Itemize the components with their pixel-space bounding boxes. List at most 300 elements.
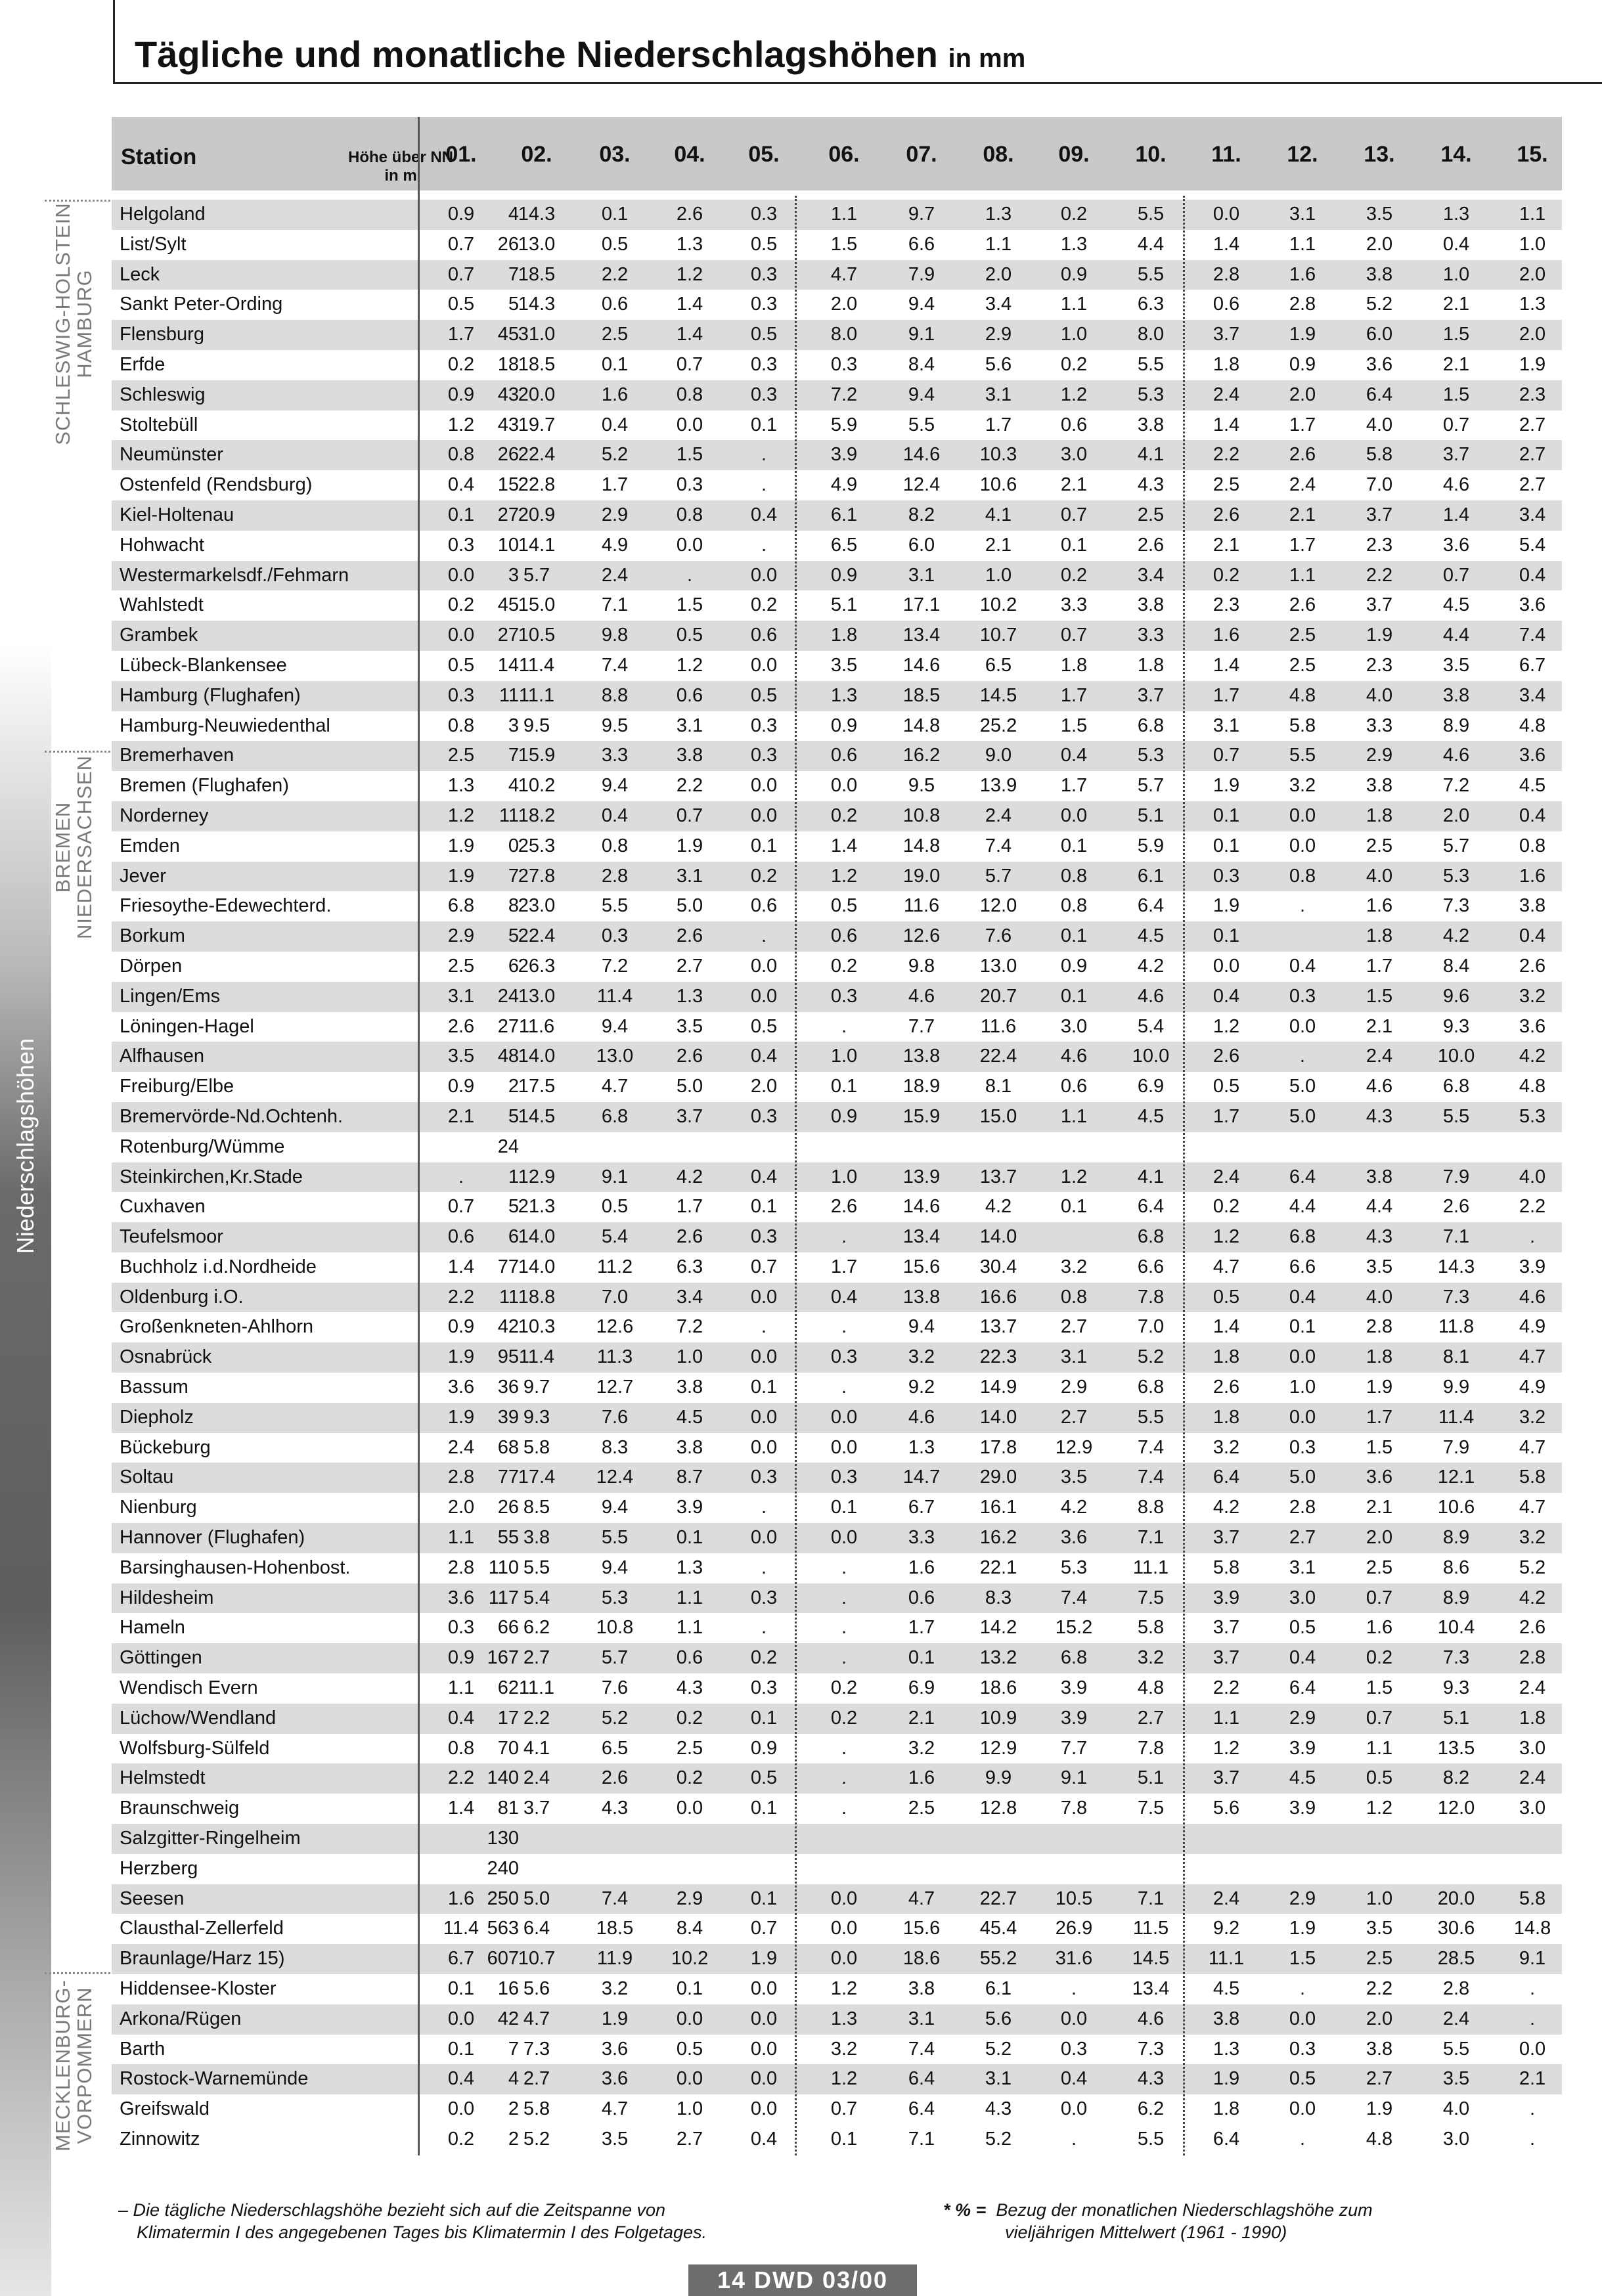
precip-value: 5.2 bbox=[523, 2129, 550, 2150]
precip-value: 2.7 bbox=[1519, 444, 1546, 466]
precip-value: 11.4 bbox=[518, 1346, 555, 1368]
precip-value: 0.4 bbox=[1519, 925, 1546, 947]
precip-value: 21.3 bbox=[518, 1196, 556, 1218]
station-name: Grambek bbox=[120, 625, 198, 646]
precip-value: 0.3 bbox=[447, 684, 475, 706]
precip-value: 7.4 bbox=[985, 835, 1012, 856]
station-elevation: 2 bbox=[508, 1076, 519, 1097]
precip-value: 1.9 bbox=[1289, 1918, 1316, 1939]
precip-value: 0.0 bbox=[1289, 1406, 1316, 1428]
precip-value: 3.7 bbox=[1442, 444, 1470, 466]
station-name: Alfhausen bbox=[120, 1046, 204, 1067]
header-day: 05. bbox=[748, 142, 780, 167]
precip-value: 28.5 bbox=[1437, 1948, 1475, 1970]
station-name: Herzberg bbox=[120, 1857, 198, 1879]
precip-value: 0.1 bbox=[1213, 805, 1240, 826]
precip-value: 1.5 bbox=[676, 444, 703, 466]
precip-value: 1.2 bbox=[830, 2068, 858, 2090]
precip-value: 0.0 bbox=[1289, 1015, 1316, 1037]
precip-value: 0.9 bbox=[1060, 263, 1088, 285]
precip-value: 2.4 bbox=[1289, 474, 1316, 496]
precip-value: 11.8 bbox=[1438, 1316, 1475, 1338]
precip-value: 8.2 bbox=[1442, 1767, 1470, 1789]
station-elevation: 24 bbox=[497, 985, 519, 1007]
station-name: Diepholz bbox=[120, 1406, 194, 1428]
precip-value: 0.3 bbox=[1289, 985, 1316, 1007]
precip-value: 0.4 bbox=[750, 2129, 778, 2150]
table-row bbox=[112, 380, 1562, 410]
precip-value: 0.4 bbox=[1060, 745, 1088, 766]
precip-value: 7.9 bbox=[1442, 1166, 1470, 1187]
station-elevation: 117 bbox=[488, 1587, 519, 1608]
station-elevation: 3 bbox=[508, 715, 519, 736]
precip-value: 1.9 bbox=[447, 835, 475, 856]
precip-value: 30.4 bbox=[979, 1256, 1017, 1277]
table-row bbox=[112, 1794, 1562, 1824]
precip-value: . bbox=[841, 1647, 847, 1669]
precip-value: 1.7 bbox=[601, 474, 629, 496]
precip-value: 14.3 bbox=[518, 204, 556, 225]
precip-value: 8.8 bbox=[1137, 1497, 1165, 1518]
table-row bbox=[112, 1102, 1562, 1132]
precip-value: 0.0 bbox=[750, 2008, 778, 2029]
precip-value: 0.5 bbox=[676, 2038, 703, 2060]
precip-value: 1.4 bbox=[1213, 654, 1240, 676]
precip-value: 3.8 bbox=[908, 1978, 935, 2000]
precip-value: 1.3 bbox=[985, 204, 1012, 225]
precip-value: 10.7 bbox=[979, 625, 1017, 646]
precip-value: 11.5 bbox=[1132, 1918, 1169, 1939]
precip-value: 3.2 bbox=[1289, 775, 1316, 797]
precip-value: 0.1 bbox=[750, 414, 778, 435]
precip-value: 1.0 bbox=[676, 2098, 703, 2120]
table-row bbox=[112, 1613, 1562, 1643]
precip-value: 1.4 bbox=[1213, 414, 1240, 435]
precip-value: 0.3 bbox=[601, 925, 629, 947]
precip-value: 0.0 bbox=[750, 1406, 778, 1428]
precip-value: . bbox=[1299, 1978, 1306, 2000]
precip-value: 2.3 bbox=[1213, 594, 1240, 616]
station-elevation: 43 bbox=[497, 414, 519, 435]
precip-value: 0.2 bbox=[750, 865, 778, 887]
precip-value: 4.0 bbox=[1366, 684, 1393, 706]
precip-value: 8.0 bbox=[830, 324, 858, 345]
precip-value: 3.0 bbox=[1442, 2129, 1470, 2150]
precip-value: 0.6 bbox=[676, 684, 703, 706]
precip-value: 0.0 bbox=[447, 625, 475, 646]
precip-value: 4.0 bbox=[1366, 414, 1393, 435]
precip-value: 14.8 bbox=[902, 715, 941, 736]
precip-value: 4.5 bbox=[1442, 594, 1470, 616]
station-name: Göttingen bbox=[120, 1647, 202, 1669]
station-elevation: 43 bbox=[497, 384, 519, 405]
table-row bbox=[112, 320, 1562, 350]
precip-value: 4.7 bbox=[1213, 1256, 1240, 1277]
precip-value: 1.6 bbox=[908, 1767, 935, 1789]
precip-value: 14.8 bbox=[902, 835, 941, 856]
station-elevation: 140 bbox=[487, 1767, 519, 1789]
precip-value: 5.3 bbox=[1442, 865, 1470, 887]
station-name: Hamburg-Neuwiedenthal bbox=[120, 715, 330, 736]
precip-value: 2.0 bbox=[1519, 263, 1546, 285]
precip-value: 4.9 bbox=[1519, 1316, 1546, 1338]
table-header bbox=[112, 117, 1562, 190]
precip-value: 12.0 bbox=[979, 895, 1017, 917]
precip-value: 0.5 bbox=[750, 324, 778, 345]
precip-value: 0.0 bbox=[750, 2038, 778, 2060]
precip-value: 2.8 bbox=[601, 865, 629, 887]
precip-value: 7.2 bbox=[601, 955, 629, 977]
precip-value: 2.1 bbox=[985, 534, 1012, 556]
precip-value: 0.1 bbox=[601, 204, 629, 225]
precip-value: 8.8 bbox=[601, 684, 629, 706]
precip-value: 0.8 bbox=[1519, 835, 1546, 856]
precip-value: 1.5 bbox=[676, 594, 703, 616]
precip-value: 3.6 bbox=[601, 2068, 629, 2090]
precip-value: 6.7 bbox=[1519, 654, 1546, 676]
station-name: Wolfsburg-Sülfeld bbox=[120, 1737, 270, 1759]
footnote-daily: – Die tägliche Niederschlagshöhe bezieht sich auf die Zeitspanne von Klimatermin I des angegebenen Tages bis Klimatermin I des Folgetages. bbox=[118, 2200, 707, 2242]
precip-value: 0.2 bbox=[830, 805, 858, 826]
precip-value: 1.1 bbox=[830, 204, 858, 225]
precip-value: 9.4 bbox=[601, 1556, 629, 1578]
precip-value: 2.4 bbox=[1442, 2008, 1470, 2029]
precip-value: 0.6 bbox=[676, 1647, 703, 1669]
table-row bbox=[112, 1162, 1562, 1193]
precip-value: 1.8 bbox=[1213, 1346, 1240, 1368]
table-row bbox=[112, 1433, 1562, 1463]
precip-value: 11.4 bbox=[518, 654, 555, 676]
precip-value: 0.8 bbox=[1060, 895, 1088, 917]
precip-value: 1.5 bbox=[1366, 1677, 1393, 1699]
precip-value: 7.7 bbox=[908, 1015, 935, 1037]
precip-value: 0.1 bbox=[1060, 925, 1088, 947]
precip-value: 5.5 bbox=[601, 895, 629, 917]
precip-value: 7.8 bbox=[1137, 1286, 1165, 1308]
precip-value: 2.7 bbox=[523, 2068, 550, 2090]
precip-value: 4.2 bbox=[1442, 925, 1470, 947]
station-name: Nienburg bbox=[120, 1497, 197, 1518]
precip-value: 1.3 bbox=[447, 775, 475, 797]
precip-value: 0.7 bbox=[1442, 564, 1470, 586]
precip-value: 20.0 bbox=[1437, 1888, 1475, 1909]
station-name: Steinkirchen,Kr.Stade bbox=[120, 1166, 303, 1187]
precip-value: 4.6 bbox=[1060, 1046, 1088, 1067]
precip-value: 5.5 bbox=[1442, 1105, 1470, 1127]
precip-value: 3.4 bbox=[985, 294, 1012, 315]
precip-value: 2.2 bbox=[1366, 564, 1393, 586]
precip-value: 7.2 bbox=[1442, 775, 1470, 797]
precip-value: 6.4 bbox=[908, 2098, 935, 2120]
station-name: Helgoland bbox=[120, 204, 206, 225]
precip-value: 3.1 bbox=[985, 384, 1012, 405]
precip-value: 13.2 bbox=[979, 1647, 1017, 1669]
precip-value: 3.2 bbox=[908, 1737, 935, 1759]
precip-value: 0.5 bbox=[601, 233, 629, 255]
precip-value: 14.5 bbox=[1132, 1948, 1170, 1970]
table-row bbox=[112, 1222, 1562, 1252]
precip-value: 2.9 bbox=[985, 324, 1012, 345]
precip-value: 0.4 bbox=[1519, 564, 1546, 586]
station-name: Cuxhaven bbox=[120, 1196, 206, 1218]
precip-value: 6.8 bbox=[601, 1105, 629, 1127]
precip-value: 14.3 bbox=[1437, 1256, 1475, 1277]
region-label-mecklenburg: MECKLENBURG- VORPOMMERN bbox=[51, 1979, 96, 2152]
precip-value: 6.4 bbox=[1289, 1166, 1316, 1187]
table-row bbox=[112, 1042, 1562, 1072]
precip-value: 1.8 bbox=[1213, 1406, 1240, 1428]
precip-value: 1.1 bbox=[1060, 294, 1088, 315]
precip-value: 0.8 bbox=[676, 384, 703, 405]
precip-value: 14.0 bbox=[979, 1406, 1017, 1428]
precip-value: 1.7 bbox=[676, 1196, 703, 1218]
precip-value: 4.4 bbox=[1366, 1196, 1393, 1218]
precip-value: 0.1 bbox=[750, 1798, 778, 1819]
station-elevation: 110 bbox=[488, 1556, 519, 1578]
precip-value: 2.5 bbox=[601, 324, 629, 345]
station-name: Zinnowitz bbox=[120, 2129, 200, 2150]
precip-value: 7.9 bbox=[908, 263, 935, 285]
precip-value: 0.0 bbox=[750, 1436, 778, 1458]
station-name: Lüchow/Wendland bbox=[120, 1707, 277, 1729]
precip-value: 8.1 bbox=[985, 1076, 1012, 1097]
precip-value: 3.0 bbox=[1060, 444, 1088, 466]
precip-value: 3.4 bbox=[1137, 564, 1165, 586]
precip-value: 2.4 bbox=[1519, 1677, 1546, 1699]
precip-value: 4.8 bbox=[1519, 1076, 1546, 1097]
precip-value: 0.1 bbox=[1213, 925, 1240, 947]
precip-value: 13.9 bbox=[902, 1166, 941, 1187]
precip-value: 11.2 bbox=[596, 1256, 633, 1277]
station-elevation: 26 bbox=[497, 233, 519, 255]
precip-value: 9.4 bbox=[908, 384, 935, 405]
precip-value: 6.4 bbox=[1137, 1196, 1165, 1218]
precip-value: . bbox=[1529, 1226, 1536, 1248]
precip-value: 0.0 bbox=[830, 1918, 858, 1939]
precip-value: 12.9 bbox=[979, 1737, 1017, 1759]
precip-value: 3.7 bbox=[1137, 684, 1165, 706]
station-elevation: 42 bbox=[497, 2008, 519, 2029]
precip-value: 1.4 bbox=[676, 324, 703, 345]
precip-value: 2.5 bbox=[1289, 625, 1316, 646]
precip-value: 1.1 bbox=[447, 1527, 475, 1549]
precip-value: . bbox=[1071, 2129, 1077, 2150]
precip-value: 3.9 bbox=[1060, 1707, 1088, 1729]
precip-value: 0.3 bbox=[447, 534, 475, 556]
precip-value: 7.1 bbox=[1442, 1226, 1470, 1248]
precip-value: 13.0 bbox=[979, 955, 1017, 977]
station-elevation: 563 bbox=[487, 1918, 519, 1939]
precip-value: 7.6 bbox=[601, 1406, 629, 1428]
precip-value: 18.2 bbox=[518, 805, 556, 826]
precip-value: . bbox=[686, 564, 693, 586]
precip-value: 9.9 bbox=[985, 1767, 1012, 1789]
station-elevation: 7 bbox=[508, 745, 519, 766]
precip-value: 5.5 bbox=[1442, 2038, 1470, 2060]
table-row bbox=[112, 290, 1562, 320]
precip-value: 0.4 bbox=[1289, 955, 1316, 977]
precip-value: 1.4 bbox=[1213, 233, 1240, 255]
station-elevation: 0 bbox=[508, 835, 519, 856]
precip-value: 13.8 bbox=[902, 1286, 941, 1308]
precip-value: 4.3 bbox=[985, 2098, 1012, 2120]
precip-value: 5.2 bbox=[1519, 1556, 1546, 1578]
precip-value: 1.9 bbox=[1519, 353, 1546, 375]
precip-value: 26.9 bbox=[1055, 1918, 1093, 1939]
precip-value: 1.2 bbox=[1060, 384, 1088, 405]
table-row bbox=[112, 1132, 1562, 1162]
table-row bbox=[112, 1734, 1562, 1764]
precip-value: 0.3 bbox=[750, 1467, 778, 1488]
precip-value: 6.4 bbox=[1366, 384, 1393, 405]
station-name: Löningen-Hagel bbox=[120, 1015, 254, 1037]
precip-value: 0.8 bbox=[601, 835, 629, 856]
station-name: Buchholz i.d.Nordheide bbox=[120, 1256, 317, 1277]
precip-value: 3.3 bbox=[1366, 715, 1393, 736]
precip-value: 14.2 bbox=[979, 1617, 1017, 1639]
precip-value: 2.6 bbox=[1289, 444, 1316, 466]
precip-value: 7.7 bbox=[1060, 1737, 1088, 1759]
precip-value: 2.7 bbox=[1519, 414, 1546, 435]
precip-value: 3.6 bbox=[1060, 1527, 1088, 1549]
precip-value: 3.1 bbox=[1213, 715, 1240, 736]
precip-value: 5.6 bbox=[1213, 1798, 1240, 1819]
precip-value: 5.7 bbox=[1137, 775, 1165, 797]
precip-value: 1.0 bbox=[1289, 1377, 1316, 1398]
precip-value: 0.0 bbox=[676, 2008, 703, 2029]
precip-value: 4.7 bbox=[830, 263, 858, 285]
precip-value: 10.6 bbox=[1437, 1497, 1475, 1518]
precip-value: 16.1 bbox=[979, 1497, 1017, 1518]
table-row bbox=[112, 440, 1562, 470]
precip-value: 6.5 bbox=[830, 534, 858, 556]
station-name: List/Sylt bbox=[120, 233, 187, 255]
precip-value: 0.3 bbox=[750, 204, 778, 225]
precip-value: 2.7 bbox=[1137, 1707, 1165, 1729]
precip-value: 3.6 bbox=[601, 2038, 629, 2060]
station-elevation: 77 bbox=[497, 1467, 519, 1488]
precip-value: 6.4 bbox=[1137, 895, 1165, 917]
precip-value: 2.0 bbox=[1366, 2008, 1393, 2029]
precip-value: 4.4 bbox=[1289, 1196, 1316, 1218]
precip-value: 4.3 bbox=[1366, 1226, 1393, 1248]
precip-value: 1.4 bbox=[676, 294, 703, 315]
precip-value: 3.1 bbox=[1289, 204, 1316, 225]
precip-value: 0.0 bbox=[830, 775, 858, 797]
precip-value: 4.7 bbox=[601, 2098, 629, 2120]
group-divider bbox=[45, 1972, 110, 1974]
header-day: 09. bbox=[1058, 142, 1090, 167]
precip-value: 1.3 bbox=[676, 1556, 703, 1578]
precip-value: 1.7 bbox=[1289, 534, 1316, 556]
precip-value: 2.5 bbox=[1213, 474, 1240, 496]
table-row bbox=[112, 1944, 1562, 1974]
precip-value: 3.5 bbox=[447, 1046, 475, 1067]
table-row bbox=[112, 1373, 1562, 1403]
precip-value: 2.1 bbox=[1060, 474, 1088, 496]
precip-value: 7.0 bbox=[1366, 474, 1393, 496]
precip-value: 11.6 bbox=[903, 895, 940, 917]
precip-value: 1.2 bbox=[676, 263, 703, 285]
footnote-percent: * % = Bezug der monatlichen Niederschlagshöhe zum vieljährigen Mittelwert (1961 - 1990) bbox=[943, 2200, 1373, 2242]
precip-value: 14.6 bbox=[902, 654, 941, 676]
precip-value: 6.8 bbox=[447, 895, 475, 917]
precip-value: 4.5 bbox=[676, 1406, 703, 1428]
precip-value: 12.7 bbox=[596, 1377, 634, 1398]
precip-value: 12.6 bbox=[902, 925, 941, 947]
precip-value: 0.8 bbox=[1289, 865, 1316, 887]
precip-value: 0.0 bbox=[750, 2098, 778, 2120]
table-row bbox=[112, 1824, 1562, 1854]
precip-value: 1.3 bbox=[830, 684, 858, 706]
precip-value: 0.7 bbox=[1213, 745, 1240, 766]
precip-value: 2.4 bbox=[601, 564, 629, 586]
precip-value: 2.7 bbox=[676, 2129, 703, 2150]
precip-value: 0.9 bbox=[447, 1647, 475, 1669]
precip-value: 2.9 bbox=[1289, 1888, 1316, 1909]
precip-value: 15.6 bbox=[902, 1918, 941, 1939]
station-name: Flensburg bbox=[120, 324, 204, 345]
precip-value: 3.4 bbox=[676, 1286, 703, 1308]
station-elevation: 16 bbox=[497, 1978, 519, 2000]
station-name: Westermarkelsdf./Fehmarn bbox=[120, 564, 349, 586]
precip-value: 3.8 bbox=[676, 745, 703, 766]
table-row bbox=[112, 1974, 1562, 2004]
precip-value: 3.5 bbox=[1442, 2068, 1470, 2090]
station-elevation: 26 bbox=[497, 1497, 519, 1518]
precip-value: 2.7 bbox=[1060, 1406, 1088, 1428]
precip-value: 2.6 bbox=[1289, 594, 1316, 616]
precip-value: 4.8 bbox=[1289, 684, 1316, 706]
precip-value: 0.6 bbox=[830, 745, 858, 766]
precip-value: 5.7 bbox=[601, 1647, 629, 1669]
column-separator bbox=[1183, 196, 1185, 2155]
precip-value: 2.5 bbox=[1289, 654, 1316, 676]
precip-value: 0.2 bbox=[830, 955, 858, 977]
station-name: Kiel-Holtenau bbox=[120, 504, 234, 525]
precip-value: 1.9 bbox=[601, 2008, 629, 2029]
precip-value: 1.7 bbox=[830, 1256, 858, 1277]
precip-value: 22.7 bbox=[979, 1888, 1017, 1909]
precip-value: 1.9 bbox=[447, 1406, 475, 1428]
table-row bbox=[112, 921, 1562, 952]
precip-value: 0.4 bbox=[750, 1046, 778, 1067]
precip-value: 0.2 bbox=[447, 594, 475, 616]
precip-value: 4.8 bbox=[1366, 2129, 1393, 2150]
precip-value: 3.8 bbox=[1213, 2008, 1240, 2029]
precip-value: 7.3 bbox=[1442, 1647, 1470, 1669]
precip-value: 2.0 bbox=[830, 294, 858, 315]
station-name: Dörpen bbox=[120, 955, 183, 977]
precip-value: 0.1 bbox=[1060, 1196, 1088, 1218]
precip-value: 8.9 bbox=[1442, 715, 1470, 736]
precip-value: 1.0 bbox=[676, 1346, 703, 1368]
precip-value: 1.7 bbox=[1366, 955, 1393, 977]
precip-value: 1.1 bbox=[985, 233, 1012, 255]
precip-value: 9.3 bbox=[523, 1406, 550, 1428]
station-elevation: 11 bbox=[499, 1286, 519, 1308]
precip-value: 2.2 bbox=[676, 775, 703, 797]
precip-value: 3.2 bbox=[1519, 1527, 1546, 1549]
precip-value: 0.0 bbox=[1060, 2098, 1088, 2120]
precip-value: 11.6 bbox=[980, 1015, 1017, 1037]
station-elevation: 2 bbox=[508, 2129, 519, 2150]
precip-value: 3.7 bbox=[1213, 1767, 1240, 1789]
precip-value: 22.4 bbox=[979, 1046, 1017, 1067]
precip-value: 5.2 bbox=[985, 2129, 1012, 2150]
precip-value: 13.9 bbox=[979, 775, 1017, 797]
precip-value: 2.0 bbox=[1289, 384, 1316, 405]
